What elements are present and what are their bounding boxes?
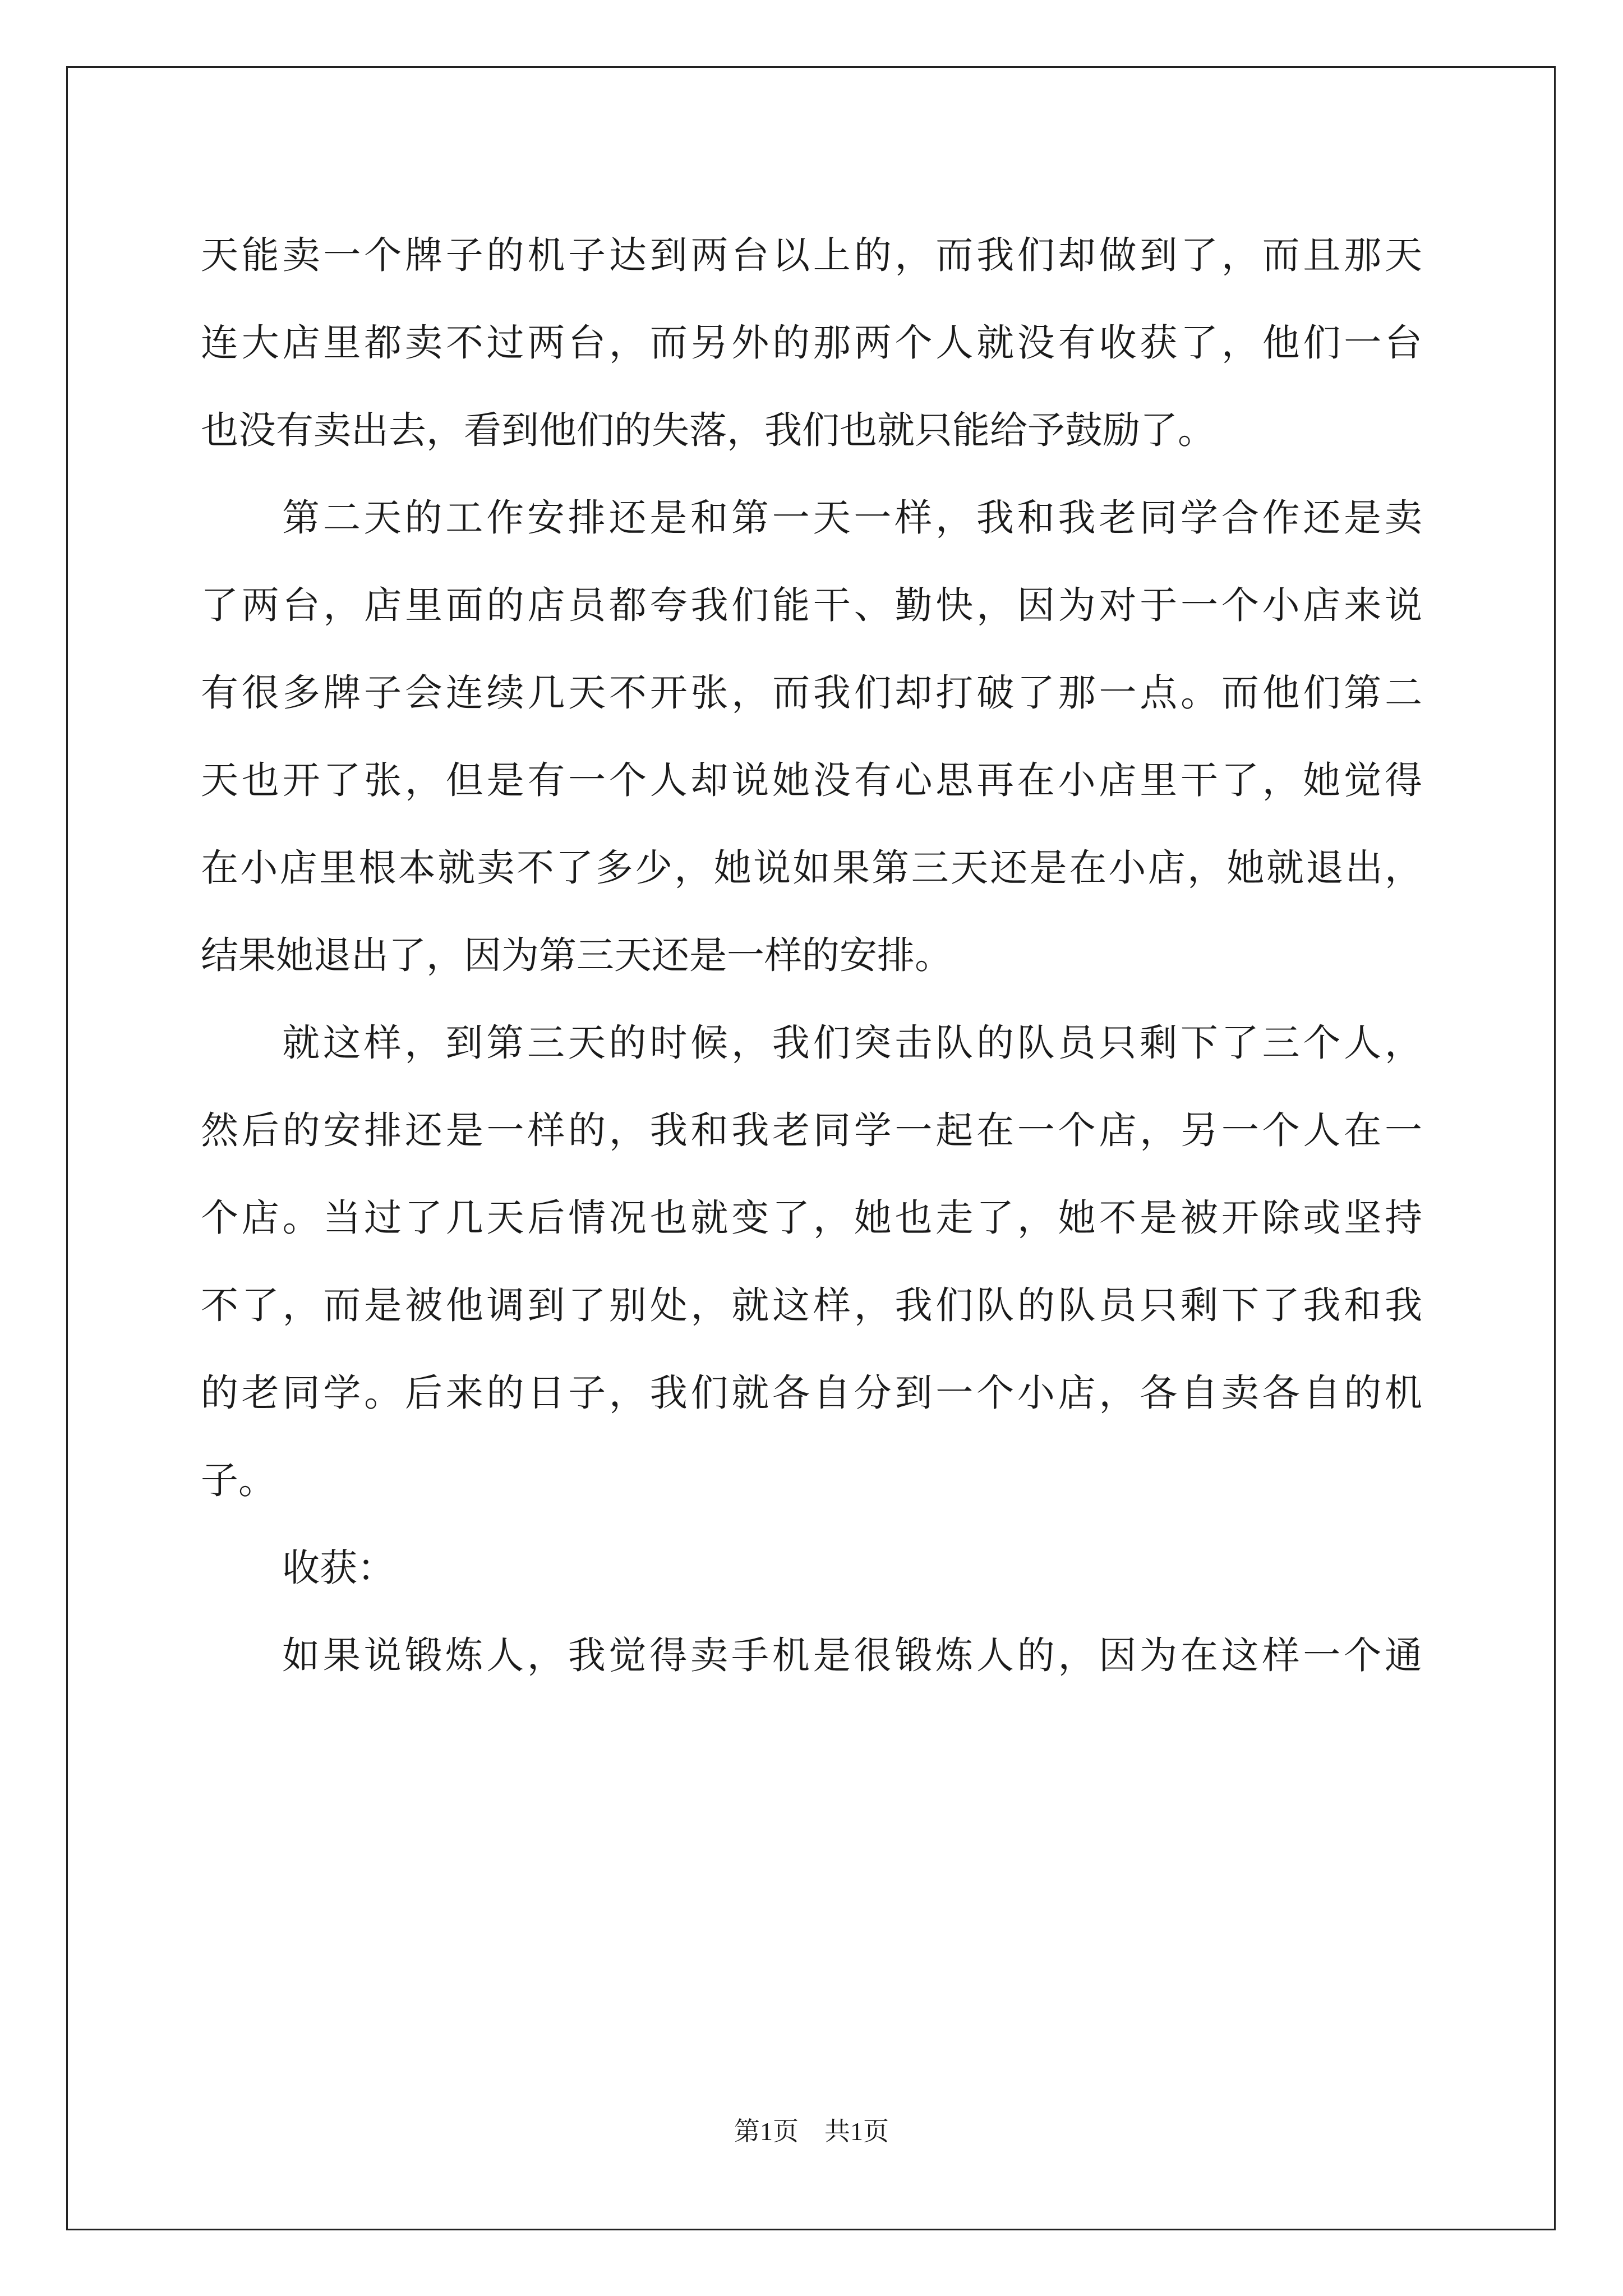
text-line: 就这样，到第三天的时候，我们突击队的队员只剩下了三个人， <box>282 1021 1422 1065</box>
page-footer <box>0 2115 1623 2148</box>
text-line: 天能卖一个牌子的机子达到两台以上的，而我们却做到了，而且那天 <box>201 233 1422 277</box>
text-line: 收获： <box>282 1546 395 1590</box>
text-line: 连大店里都卖不过两台，而另外的那两个人就没有收获了，他们一台 <box>201 321 1422 365</box>
text-line: 在小店里根本就卖不了多少，她说如果第三天还是在小店，她就退出， <box>201 846 1422 890</box>
text-line: 结果她退出了，因为第三天还是一样的安排。 <box>201 933 952 977</box>
document-body <box>201 211 1422 1699</box>
text-line: 个店。当过了几天后情况也就变了，她也走了，她不是被开除或坚持 <box>201 1196 1422 1240</box>
text-line: 不了，而是被他调到了别处，就这样，我们队的队员只剩下了我和我 <box>201 1283 1422 1327</box>
text-line: 的老同学。后来的日子，我们就各自分到一个小店，各自卖各自的机 <box>201 1371 1422 1415</box>
text-line: 天也开了张，但是有一个人却说她没有心思再在小店里干了，她觉得 <box>201 758 1422 802</box>
text-line: 了两台，店里面的店员都夸我们能干、勤快，因为对于一个小店来说 <box>201 583 1422 627</box>
text-line: 也没有卖出去，看到他们的失落，我们也就只能给予鼓励了。 <box>201 408 1215 452</box>
text-line: 如果说锻炼人，我觉得卖手机是很锻炼人的，因为在这样一个通 <box>282 1634 1422 1677</box>
text-line: 有很多牌子会连续几天不开张，而我们却打破了那一点。而他们第二 <box>201 671 1422 715</box>
text-line: 子。 <box>201 1458 276 1502</box>
page-total: 共1页 <box>824 2117 889 2146</box>
page-number: 第1页 <box>734 2117 799 2146</box>
text-line: 然后的安排还是一样的，我和我老同学一起在一个店，另一个人在一 <box>201 1108 1422 1152</box>
text-line: 第二天的工作安排还是和第一天一样，我和我老同学合作还是卖 <box>282 496 1422 540</box>
